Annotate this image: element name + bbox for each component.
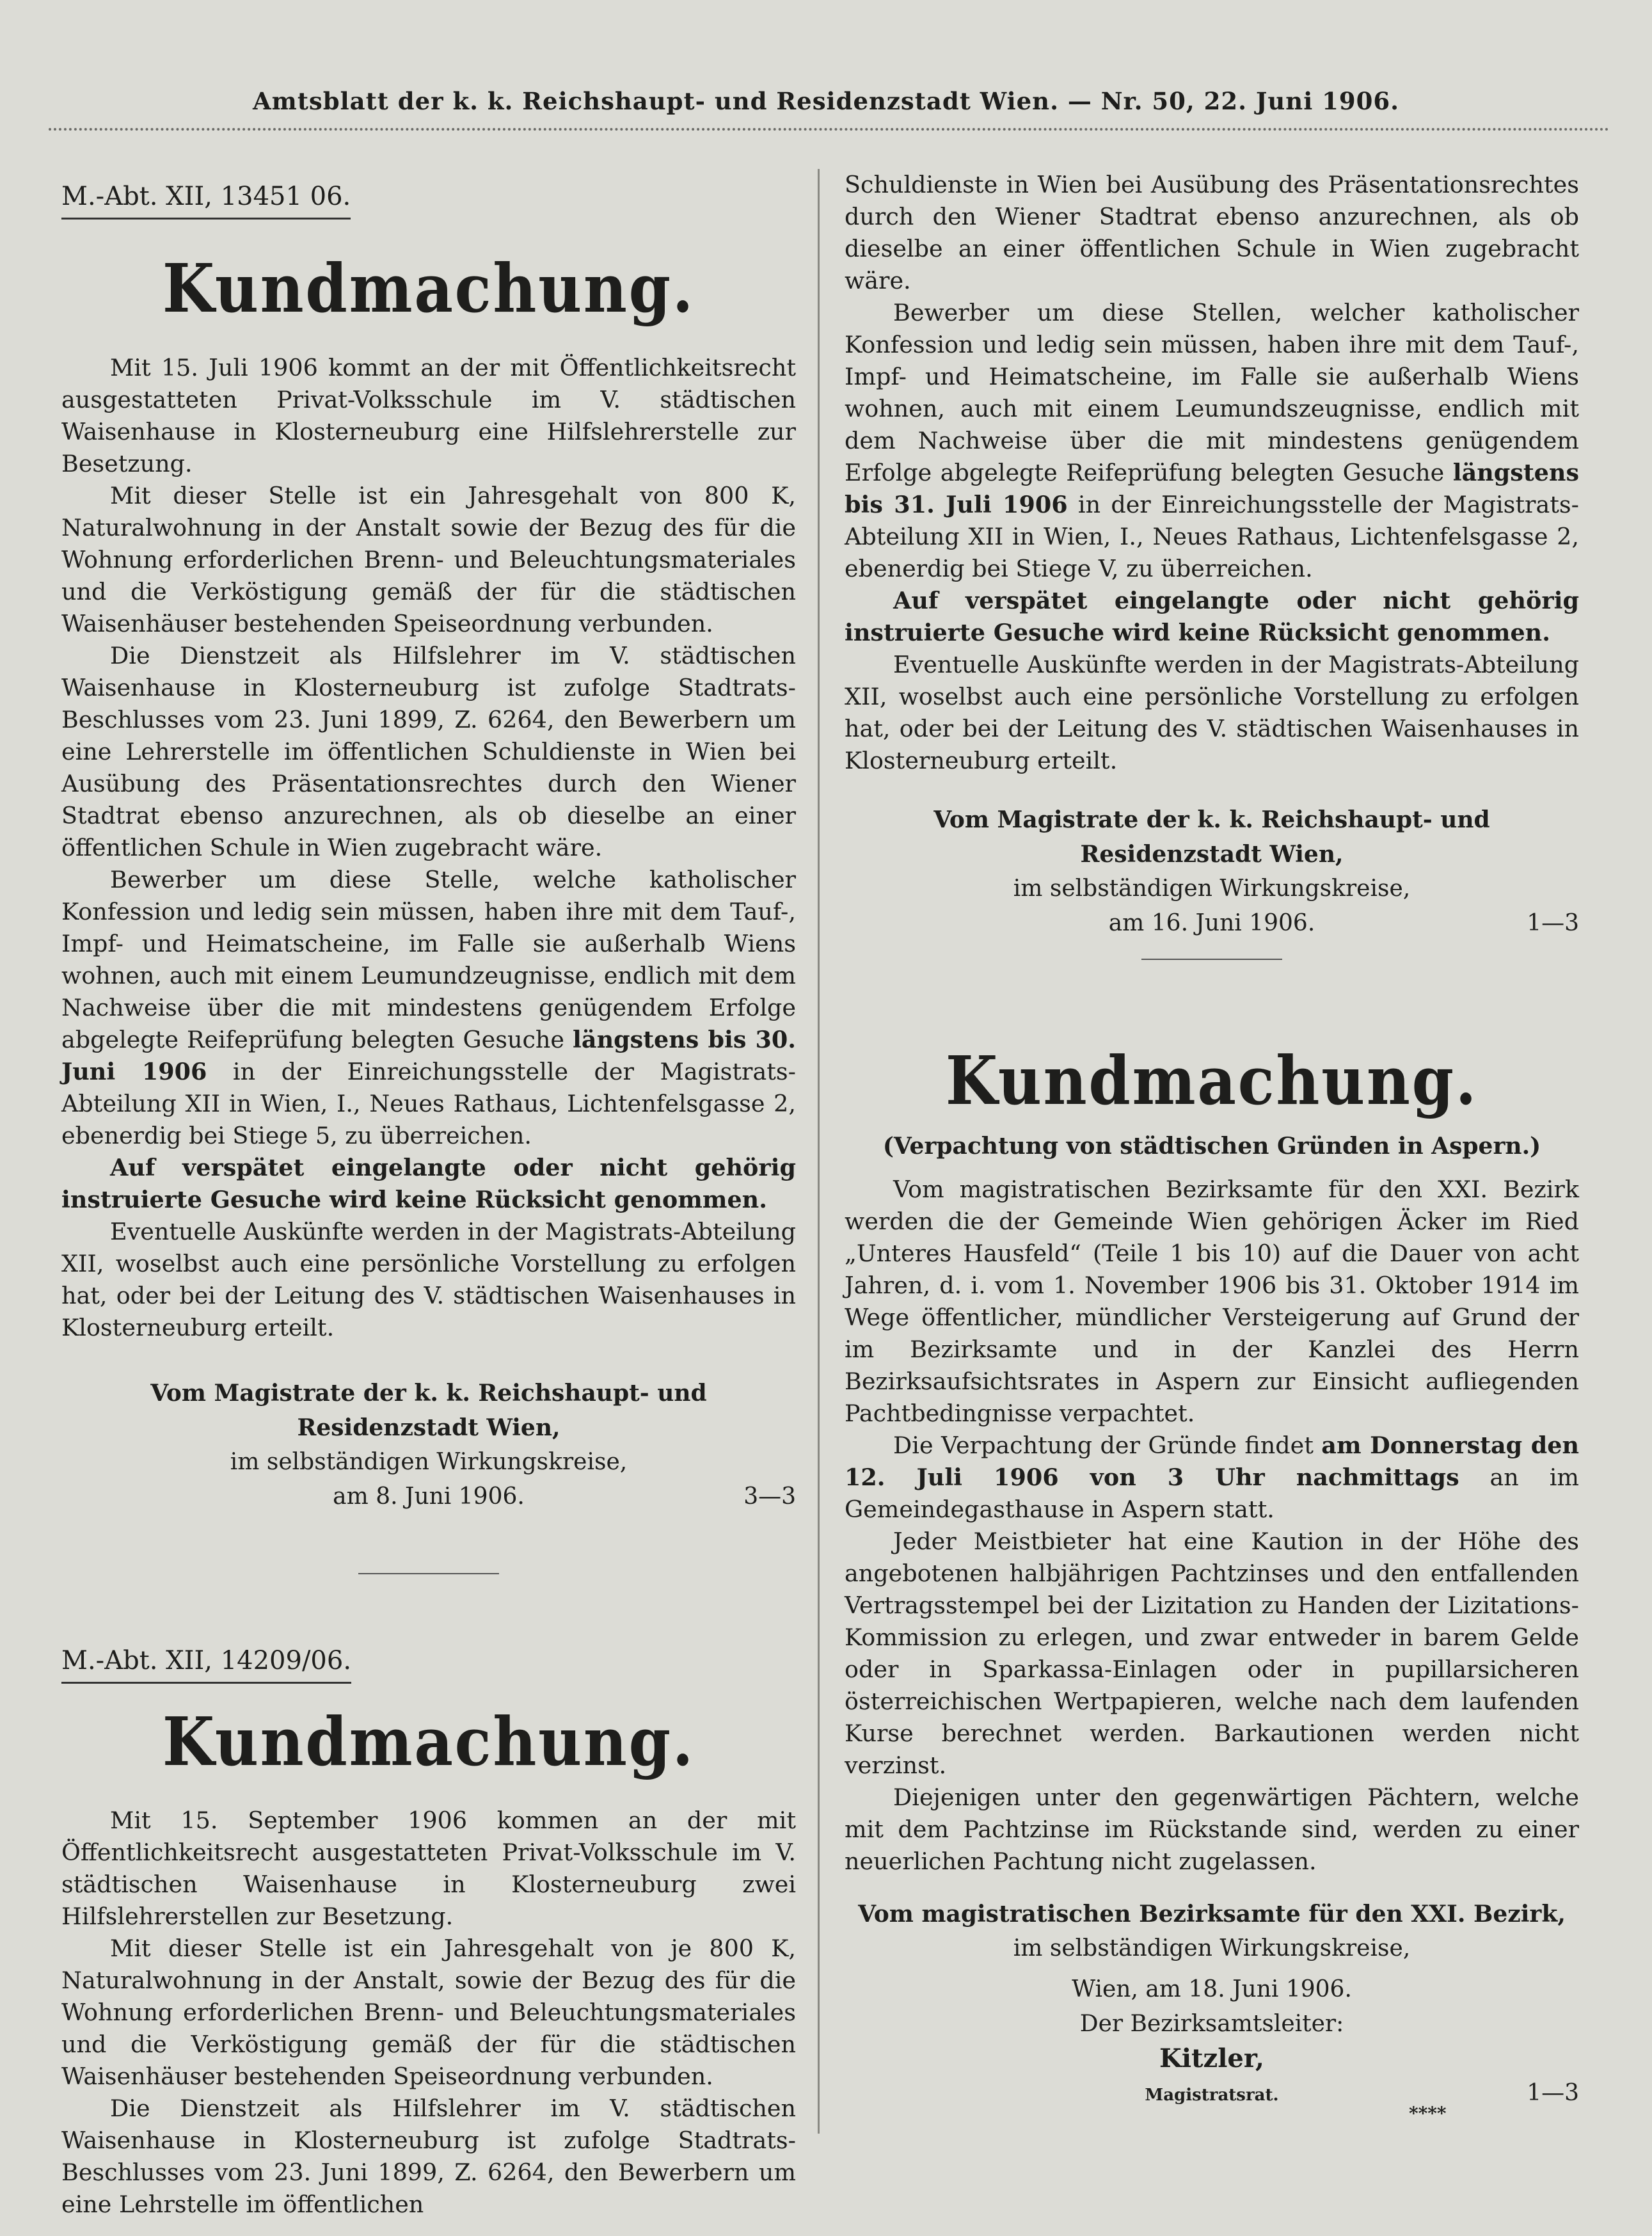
column-rule <box>818 169 820 2134</box>
notice1-paragraph-5: Auf verspätet eingelangte oder nicht gehörig instruierte Gesuche wird keine Rücksicht genommen. <box>61 1154 796 1213</box>
notice1-deadline: längstens bis 30. Juni 1906 <box>61 1026 796 1085</box>
notice3-title: Kundmachung. <box>945 1041 1479 1120</box>
page-header: Amtsblatt der k. k. Reichshaupt- und Residenzstadt Wien. — Nr. 50, 22. Juni 1906. <box>252 87 1400 115</box>
notice1-signature-authority: Vom Magistrate der k. k. Reichshaupt- und Residenzstadt Wien, <box>150 1380 707 1441</box>
notice1-p4-end: in der Einreichungsstelle der Magistrats-Abteilung XII in Wien, I., Neues Rathaus, Lichtenfelsgasse 2, ebenerdig bei Stiege 5, zu überreichen. <box>61 1058 796 1149</box>
notice1-signature-date: am 8. Juni 1906. <box>333 1483 525 1510</box>
notice3-p2-end: an im Gemeindegasthause in Aspern statt. <box>845 1464 1579 1523</box>
notice2-continued-paragraph-4: Eventuelle Auskünfte werden in der Magistrats-Abteilung XII, woselbst auch eine persönliche Vorstellung zu erfolgen hat, oder bei der Leitung des V. städtischen Waisenhauses in Klosterneuburg erteilt. <box>845 651 1579 774</box>
notice3-signature-scope: im selbständigen Wirkungskreise, <box>1013 1935 1411 1961</box>
notice3-paragraph-1: Vom magistratischen Bezirksamte für den XXI. Bezirk werden die der Gemeinde Wien gehörigen Äcker im Ried „Unteres Hausfeld“ (Teile 1 bis 10) auf die Dauer von acht Jahren, d. i. vom 1. November 1906 bis 31. Oktober 1914 im Wege öffentlicher, mündlicher Versteigerung auf Grund der im Bezirksamte und in der Kanzlei des Herrn Bezirksaufsichtsrates in Aspern zur Einsicht aufliegenden Pachtbedingnisse verpachtet. <box>845 1176 1579 1427</box>
notice2-insertion-number: 1—3 <box>1527 910 1579 936</box>
notice3-signature-title-row <box>845 2076 1579 2112</box>
notice2-title: Kundmachung. <box>162 1702 695 1781</box>
end-asterisks: **** <box>1409 2103 1447 2124</box>
notice2-deadline: längstens bis 31. Juli 1906 <box>845 459 1579 518</box>
notice3-signature-date: Wien, am 18. Juni 1906. <box>1072 1976 1352 2002</box>
notice3-signature-title: Magistratsrat. <box>1145 2086 1279 2105</box>
notice3-paragraph-3: Jeder Meistbieter hat eine Kaution in der Höhe des angebotenen halbjährigen Pachtzinses und den entfallenden Vertragsstempel bei der Lizitation zu Handen der Lizitations-Kommission zu erlegen, und zwar entweder in barem Gelde oder in Sparkassa-Einlagen oder in pupillarsicheren österreichischen Wertpapieren, welche nach dem laufenden Kurse berechnet werden. Barkautionen werden nicht verzinst. <box>845 1528 1579 1779</box>
notice1-paragraph-2: Mit dieser Stelle ist ein Jahresgehalt von 800 K, Naturalwohnung in der Anstalt sowie der Bezug des für die Wohnung erforderlichen Brenn- und Beleuchtungsmateriales und die Verköstigung gemäß der für die städtischen Waisenhäuser bestehenden Speiseordnung verbunden. <box>61 482 796 637</box>
notice2-p2-start: Bewerber um diese Stellen, welcher katholischer Konfession und ledig sein müssen, haben ihre mit dem Tauf-, Impf- und Heimatscheine, im Falle sie außerhalb Wiens wohnen, auch mit einem Leumundszeugnisse, endlich mit dem Nachweise über die mit mindestens genügendem Erfolge abgelegte Reifeprüfung belegten Gesuche <box>845 299 1579 486</box>
notice2-reference: M.-Abt. XII, 14209/06. <box>61 1646 351 1684</box>
notice3-p2-start: Die Verpachtung der Gründe findet <box>893 1432 1314 1459</box>
notice3-insertion-number: 1—3 <box>1527 2080 1579 2106</box>
notice1-signature-date-row <box>61 1480 796 1514</box>
notice3-subtitle: (Verpachtung von städtischen Gründen in Aspern.) <box>882 1133 1541 1160</box>
notice1-p4-start: Bewerber um diese Stelle, welche katholischer Konfession und ledig sein müssen, haben ihre mit dem Tauf-, Impf- und Heimatscheine, im Falle sie außerhalb Wiens wohnen, auch mit einem Leumundzeugnisse, endlich mit dem Nachweise über die mit mindestens genügendem Erfolge abgelegte Reifeprüfung belegten Gesuche <box>61 866 796 1053</box>
notice2-p2-end: in der Einreichungsstelle der Magistrats-Abteilung XII in Wien, I., Neues Rathaus, Lichtenfelsgasse 2, ebenerdig bei Stiege V, zu überreichen. <box>845 491 1579 582</box>
header-rule <box>49 128 1610 131</box>
notice2-continued-paragraph-1: Schuldienste in Wien bei Ausübung des Präsentationsrechtes durch den Wiener Stadtrat ebenso anzurechnen, als ob dieselbe an einer öffentlichen Schule in Wien zugebracht wäre. <box>845 171 1579 294</box>
notice2-paragraph-2: Mit dieser Stelle ist ein Jahresgehalt von je 800 K, Naturalwohnung in der Anstalt, sowie der Bezug des für die Wohnung erforderlichen Brenn- und Beleuchtungsmateriales und die Verköstigung gemäß der für die städtischen Waisenhäuser bestehenden Speiseordnung verbunden. <box>61 1935 796 2090</box>
notice2-signature-authority: Vom Magistrate der k. k. Reichshaupt- und Residenzstadt Wien, <box>933 806 1490 868</box>
notice3-paragraph-2 <box>845 1430 1579 1526</box>
notice2-paragraph-3: Die Dienstzeit als Hilfslehrer im V. städtischen Waisenhause in Klosterneuburg ist zufolge Stadtrats-Beschlusses vom 23. Juni 1899, Z. 6264, den Bewerbern um eine Lehrstelle im öffentlichen <box>61 2095 796 2218</box>
notice2-continued-paragraph-2 <box>845 297 1579 585</box>
notice2-continued-paragraph-3: Auf verspätet eingelangte oder nicht gehörig instruierte Gesuche wird keine Rücksicht genommen. <box>845 587 1579 646</box>
notice2-signature-date-row <box>845 906 1579 941</box>
notice2-paragraph-1: Mit 15. September 1906 kommen an der mit Öffentlichkeitsrecht ausgestatteten Privat-Volksschule im V. städtischen Waisenhause in Klosterneuburg zwei Hilfslehrerstellen zur Besetzung. <box>61 1807 796 1930</box>
notice1-signature-scope: im selbständigen Wirkungskreise, <box>230 1449 628 1475</box>
notice1-paragraph-6: Eventuelle Auskünfte werden in der Magistrats-Abteilung XII, woselbst auch eine persönliche Vorstellung zu erfolgen hat, oder bei der Leitung des V. städtischen Waisenhauses in Klosterneuburg erteilt. <box>61 1218 796 1341</box>
notice3-auction-date: am Donnerstag den 12. Juli 1906 von 3 Uhr nachmittags <box>845 1432 1579 1491</box>
notice1-paragraph-4 <box>61 864 796 1152</box>
notice3-paragraph-4: Diejenigen unter den gegenwärtigen Pächtern, welche mit dem Pachtzinse im Rückstande sind, werden zu einer neuerlichen Pachtung nicht zugelassen. <box>845 1784 1579 1875</box>
notice3-signature-name: Kitzler, <box>1159 2043 1264 2073</box>
notice1-paragraph-3: Die Dienstzeit als Hilfslehrer im V. städtischen Waisenhause in Klosterneuburg ist zufolge Stadtrats-Beschlusses vom 23. Juni 1899, Z. 6264, den Bewerbern um eine Lehrerstelle im öffentlichen Schuldienste in Wien bei Ausübung des Präsentationsrechtes durch den Wiener Stadtrat ebenso anzurechnen, als ob dieselbe an einer öffentlichen Schule in Wien zugebracht wäre. <box>61 642 796 861</box>
notice3-signature-authority: Vom magistratischen Bezirksamte für den XXI. Bezirk, <box>858 1901 1566 1928</box>
notice1-paragraph-1: Mit 15. Juli 1906 kommt an der mit Öffentlichkeitsrecht ausgestatteten Privat-Volksschule im V. städtischen Waisenhause in Klosterneuburg eine Hilfslehrerstelle zur Besetzung. <box>61 354 796 477</box>
notice1-insertion-number: 3—3 <box>743 1483 796 1510</box>
notice1-title: Kundmachung. <box>162 249 695 328</box>
left-column <box>61 182 796 2221</box>
notice1-reference: M.-Abt. XII, 13451 06. <box>61 182 351 220</box>
notice-separator-right <box>1141 959 1282 960</box>
notice2-signature-scope: im selbständigen Wirkungskreise, <box>1013 875 1411 902</box>
right-column <box>845 169 1579 2112</box>
notice-separator <box>358 1573 499 1574</box>
notice3-signature-role: Der Bezirksamtsleiter: <box>1079 2011 1344 2037</box>
notice2-signature-date: am 16. Juni 1906. <box>1108 910 1315 936</box>
